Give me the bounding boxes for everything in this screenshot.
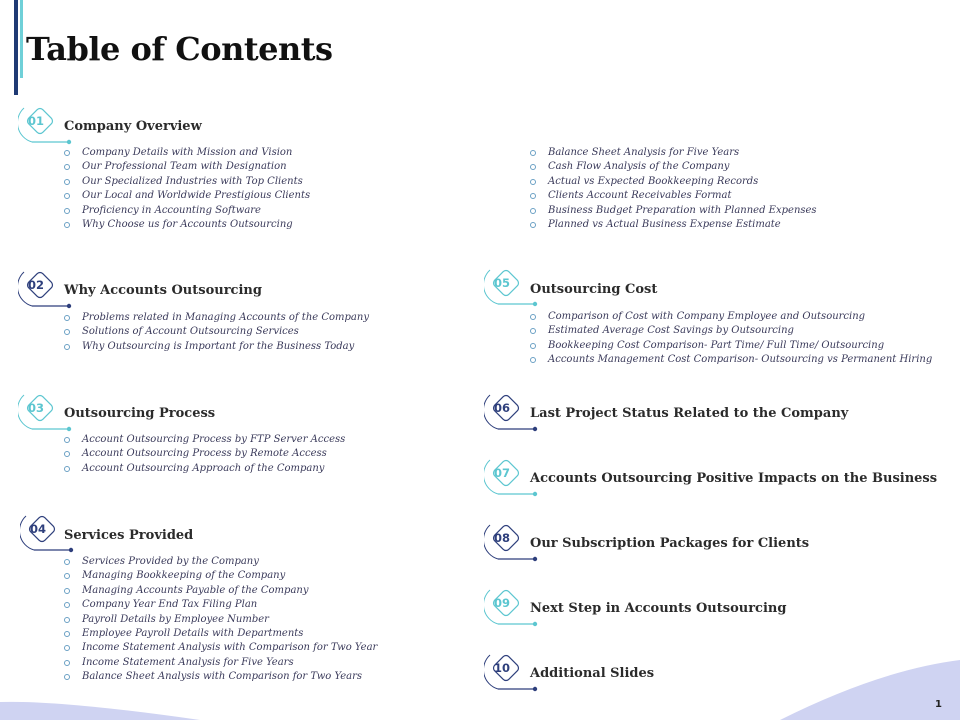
section-heading[interactable]: Outsourcing Process xyxy=(64,406,216,421)
list-item: Bookkeeping Cost Comparison- Part Time/ Full Time/ Outsourcing xyxy=(528,339,932,353)
list-item: Actual vs Expected Bookkeeping Records xyxy=(528,175,817,189)
section-number-badge xyxy=(484,266,516,298)
list-item: Cash Flow Analysis of the Company xyxy=(528,160,817,174)
list-item: Income Statement Analysis with Comparison for Two Year xyxy=(62,641,377,655)
section-number-badge xyxy=(20,512,52,544)
list-item: Accounts Management Cost Comparison- Outsourcing vs Permanent Hiring xyxy=(528,353,932,367)
section-number: 02 xyxy=(27,278,44,292)
section-number: 05 xyxy=(493,276,510,290)
section-heading[interactable]: Services Provided xyxy=(64,528,194,543)
list-item: Company Details with Mission and Vision xyxy=(62,146,310,160)
section-heading[interactable]: Accounts Outsourcing Positive Impacts on the Business xyxy=(530,471,938,486)
section-number: 09 xyxy=(493,596,510,610)
section-heading[interactable]: Outsourcing Cost xyxy=(530,282,658,297)
list-item: Company Year End Tax Filing Plan xyxy=(62,598,377,612)
section-number: 04 xyxy=(29,522,46,536)
section-heading[interactable]: Additional Slides xyxy=(530,666,655,681)
section-number: 08 xyxy=(493,531,510,545)
list-item: Solutions of Account Outsourcing Services xyxy=(62,325,369,339)
section-item-list xyxy=(62,433,345,476)
section-number: 01 xyxy=(27,114,44,128)
section-heading[interactable]: Company Overview xyxy=(64,119,202,134)
list-item: Estimated Average Cost Savings by Outsourcing xyxy=(528,324,932,338)
section-item-list xyxy=(62,311,369,354)
section-item-list xyxy=(528,146,817,232)
section-item-list xyxy=(62,555,377,685)
list-item: Our Local and Worldwide Prestigious Clients xyxy=(62,189,310,203)
list-item: Comparison of Cost with Company Employee and Outsourcing xyxy=(528,310,932,324)
list-item: Balance Sheet Analysis with Comparison for Two Years xyxy=(62,670,377,684)
section-number-badge xyxy=(18,104,50,136)
list-item: Business Budget Preparation with Planned Expenses xyxy=(528,204,817,218)
section-heading[interactable]: Next Step in Accounts Outsourcing xyxy=(530,601,787,616)
section-heading[interactable]: Our Subscription Packages for Clients xyxy=(530,536,810,551)
page-number: 1 xyxy=(935,699,942,710)
section-number: 03 xyxy=(27,401,44,415)
list-item: Managing Accounts Payable of the Company xyxy=(62,584,377,598)
list-item: Employee Payroll Details with Departments xyxy=(62,627,377,641)
section-item-list xyxy=(528,310,932,368)
section-item-list xyxy=(62,146,310,232)
list-item: Services Provided by the Company xyxy=(62,555,377,569)
section-number-badge xyxy=(484,456,516,488)
list-item: Planned vs Actual Business Expense Estimate xyxy=(528,218,817,232)
section-number: 06 xyxy=(493,401,510,415)
list-item: Our Professional Team with Designation xyxy=(62,160,310,174)
section-number-badge xyxy=(18,391,50,423)
list-item: Problems related in Managing Accounts of the Company xyxy=(62,311,369,325)
section-number: 10 xyxy=(493,661,510,675)
section-number: 07 xyxy=(493,466,510,480)
section-heading[interactable]: Why Accounts Outsourcing xyxy=(64,283,262,298)
section-number-badge xyxy=(484,586,516,618)
list-item: Why Outsourcing is Important for the Business Today xyxy=(62,340,369,354)
list-item: Why Choose us for Accounts Outsourcing xyxy=(62,218,310,232)
list-item: Account Outsourcing Approach of the Company xyxy=(62,462,345,476)
list-item: Proficiency in Accounting Software xyxy=(62,204,310,218)
list-item: Account Outsourcing Process by FTP Server Access xyxy=(62,433,345,447)
list-item: Account Outsourcing Process by Remote Access xyxy=(62,447,345,461)
list-item: Balance Sheet Analysis for Five Years xyxy=(528,146,817,160)
list-item: Payroll Details by Employee Number xyxy=(62,613,377,627)
list-item: Managing Bookkeeping of the Company xyxy=(62,569,377,583)
section-heading[interactable]: Last Project Status Related to the Company xyxy=(530,406,849,421)
section-number-badge xyxy=(484,651,516,683)
list-item: Clients Account Receivables Format xyxy=(528,189,817,203)
section-number-badge xyxy=(18,268,50,300)
list-item: Income Statement Analysis for Five Years xyxy=(62,656,377,670)
section-number-badge xyxy=(484,391,516,423)
section-number-badge xyxy=(484,521,516,553)
list-item: Our Specialized Industries with Top Clients xyxy=(62,175,310,189)
page-title: Table of Contents xyxy=(26,30,333,68)
